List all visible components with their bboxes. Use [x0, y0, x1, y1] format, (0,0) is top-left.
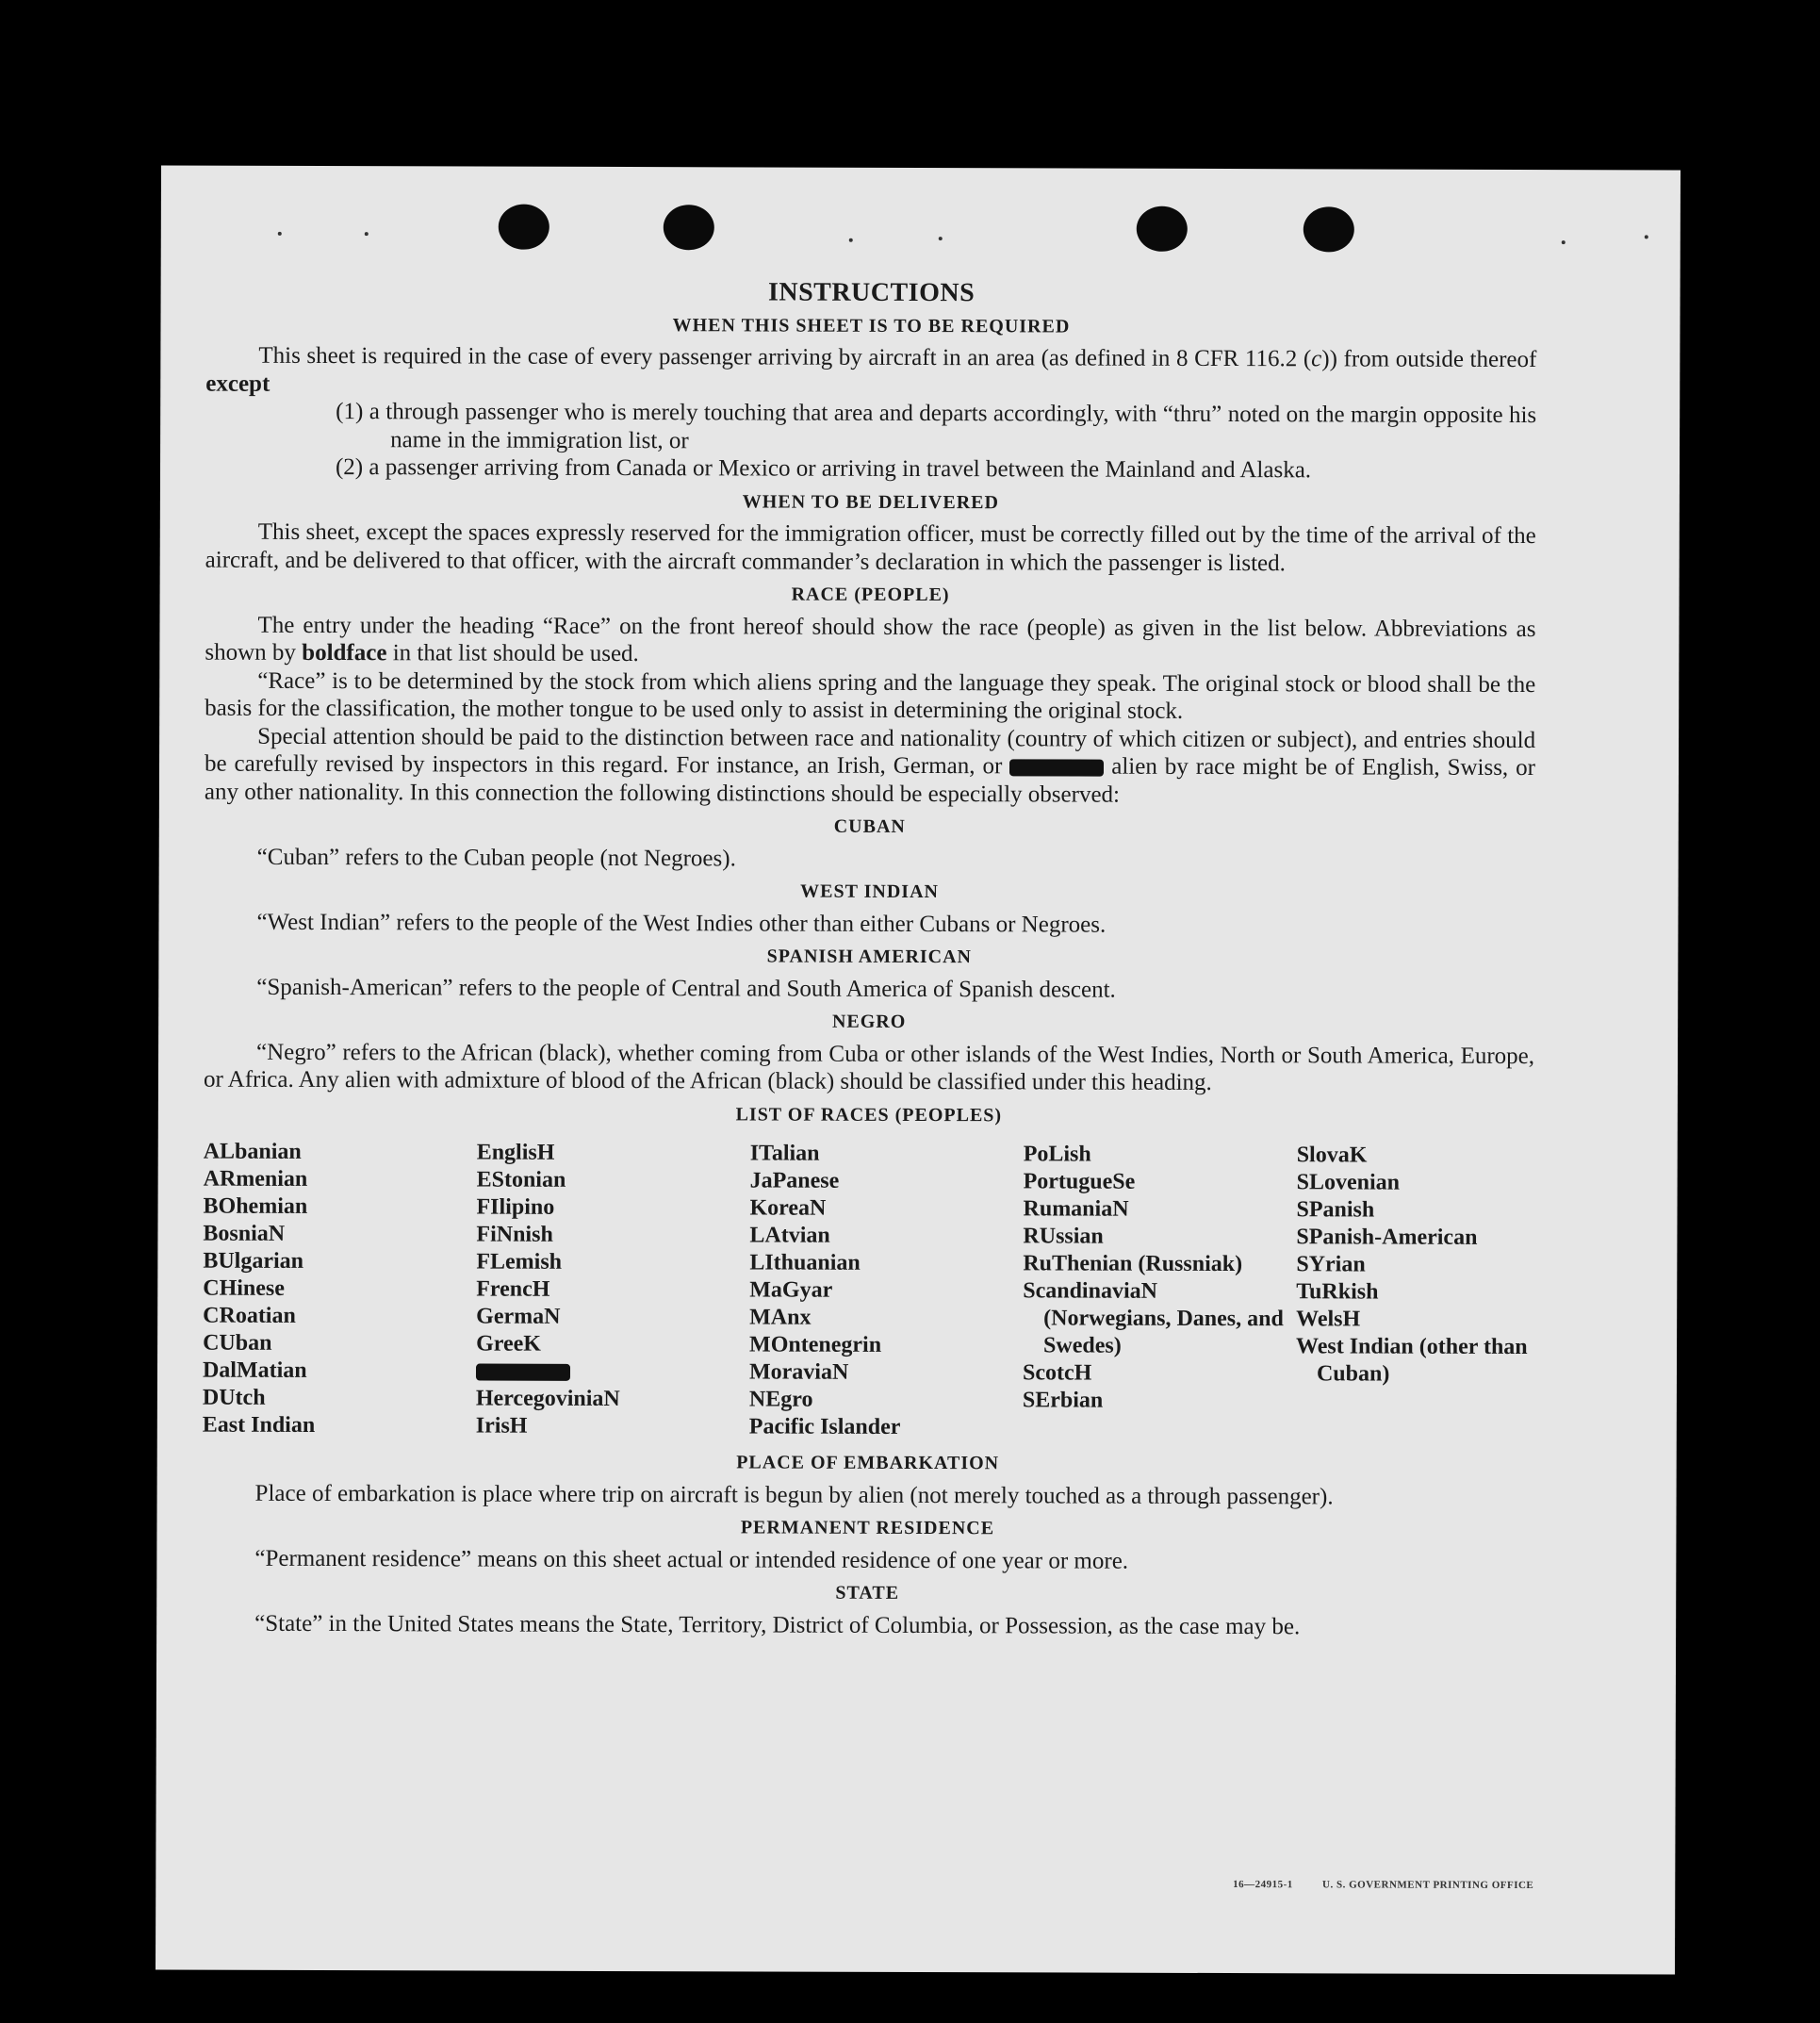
race-column-5	[1296, 1142, 1534, 1389]
race-item: BUlgarian	[203, 1248, 304, 1274]
race-item: EStonian	[476, 1167, 566, 1192]
punch-hole	[1137, 206, 1188, 252]
when-required-intro: This sheet is required in the case of every passenger arriving by aircraft in an area (as defined in 8 CFR 116.2 (c)) from outside thereof except	[205, 342, 1537, 397]
form-footer	[1206, 1879, 1533, 1891]
heading-when-delivered: WHEN TO BE DELIVERED	[742, 490, 999, 513]
race-item: SlovaK	[1296, 1143, 1368, 1168]
heading-race: RACE (PEOPLE)	[791, 584, 950, 606]
race-item: SLovenian	[1296, 1170, 1401, 1195]
punch-hole	[1304, 206, 1354, 252]
race-item: IrisH	[475, 1413, 528, 1439]
heading-when-required: WHEN THIS SHEET IS TO BE REQUIRED	[672, 314, 1071, 337]
race-item: GreeK	[476, 1331, 541, 1357]
spanish-american-text: “Spanish-American” refers to the people of Central and South America of Spanish descent.	[256, 974, 1116, 1003]
race-item: FiNnish	[476, 1222, 553, 1247]
heading-spanish-american: SPANISH AMERICAN	[766, 946, 973, 968]
race-item: DalMatian	[202, 1357, 307, 1383]
speck	[849, 238, 853, 242]
race-item: PortugueSe	[1023, 1169, 1136, 1194]
speck	[1645, 235, 1648, 238]
instructions-content	[202, 277, 1537, 1641]
punch-hole	[499, 205, 549, 250]
race-item: WelsH	[1296, 1307, 1361, 1332]
race-item: ScotcH	[1022, 1360, 1092, 1386]
race-item: LIthuanian	[749, 1250, 861, 1275]
race-item: SPanish-American	[1296, 1225, 1478, 1250]
race-paragraph-1: The entry under the heading “Race” on the front hereof should show the race (people) as given in the list below. Abbreviations as shown by boldface in that list should be used.	[205, 612, 1536, 667]
race-paragraph-2: “Race” is to be determined by the stock from which aliens spring and the language they speak. The original stock or blood shall be the basis for the classification, the mother tongue to be used only to assist in determining the original stock.	[205, 667, 1536, 724]
document-sheet	[156, 165, 1681, 1974]
race-item: HercegoviniaN	[475, 1386, 620, 1412]
race-item: ARmenian	[203, 1166, 308, 1192]
race-item: FLemish	[476, 1249, 563, 1275]
race-item: SPanish	[1296, 1197, 1375, 1223]
race-item: CRoatian	[203, 1303, 296, 1328]
race-item: LAtvian	[749, 1223, 830, 1248]
race-column-4	[1023, 1141, 1287, 1415]
race-paragraph-3: Special attention should be paid to the distinction between race and nationality (country of which citizen or subject), and entries should be carefully revised by inspectors in this regard. For instance, an Irish, German, or alien by race might be of English, Swiss, or any other nationality. In this connection the following distinctions should be especially observed:	[204, 723, 1536, 808]
race-item: KoreaN	[749, 1195, 827, 1221]
race-item: East Indian	[202, 1412, 316, 1438]
printer-credit: U. S. GOVERNMENT PRINTING OFFICE	[1322, 1879, 1534, 1892]
race-item: GermaN	[476, 1304, 561, 1329]
race-item: PoLish	[1023, 1142, 1091, 1167]
heading-embarkation: PLACE OF EMBARKATION	[736, 1452, 1000, 1474]
speck	[939, 237, 943, 240]
race-item: MOntenegrin	[749, 1332, 882, 1357]
heading-state: STATE	[835, 1582, 900, 1604]
race-item: CUban	[203, 1330, 272, 1356]
heading-cuban: CUBAN	[833, 815, 906, 837]
punch-hole	[664, 205, 714, 250]
race-item: West Indian (other than Cuban)	[1296, 1334, 1528, 1387]
race-item: BosniaN	[203, 1221, 286, 1246]
race-item: NEgro	[748, 1387, 813, 1412]
page-title: INSTRUCTIONS	[767, 277, 976, 308]
west-indian-text: “West Indian” refers to the people of the West Indies other than either Cubans or Negroes.	[256, 909, 1107, 938]
race-item: Pacific Islander	[748, 1414, 901, 1439]
race-item-redacted	[476, 1358, 740, 1387]
when-delivered-text: This sheet, except the spaces expressly reserved for the immigration officer, must be correctly filled out by the time of the arrival of the aircraft, and be delivered to that officer, with the aircraft commander’s declaration in which the passenger is listed.	[205, 518, 1536, 576]
race-item: JaPanese	[749, 1168, 840, 1193]
heading-permanent-residence: PERMANENT RESIDENCE	[740, 1517, 995, 1539]
race-item: MaGyar	[749, 1277, 833, 1303]
race-column-1	[203, 1139, 467, 1440]
negro-text: “Negro” refers to the African (black), whether coming from Cuba or other islands of the West Indies, North or South America, Europe, or Africa. Any alien with admixture of blood of the African (black) should be classified under this heading.	[203, 1039, 1535, 1095]
state-text: “State” in the United States means the State, Territory, District of Columbia, or Possession, as the case may be.	[254, 1610, 1301, 1639]
race-item: EnglisH	[476, 1140, 555, 1165]
race-item: MAnx	[749, 1305, 812, 1330]
speck	[1562, 240, 1566, 244]
race-item: RumaniaN	[1023, 1196, 1129, 1222]
speck	[278, 232, 282, 236]
redaction-mark	[476, 1364, 570, 1381]
race-column-2	[476, 1140, 741, 1441]
race-item: FrencH	[476, 1276, 550, 1302]
heading-negro: NEGRO	[831, 1011, 907, 1032]
race-list	[203, 1139, 1534, 1444]
heading-list-of-races: LIST OF RACES (PEOPLES)	[735, 1103, 1003, 1126]
race-item: RuThenian (Russniak)	[1023, 1251, 1243, 1277]
race-item: TuRkish	[1296, 1279, 1379, 1305]
residence-text: “Permanent residence” means on this sheet actual or intended residence of one year or more.	[254, 1545, 1129, 1574]
race-item: FIlipino	[476, 1194, 555, 1220]
race-column-3	[749, 1140, 1014, 1441]
race-item: MoraviaN	[748, 1359, 849, 1385]
race-item: BOhemian	[203, 1193, 308, 1219]
race-item: ScandinaviaN (Norwegians, Danes, and Swedes)	[1023, 1278, 1284, 1358]
race-item: SYrian	[1296, 1252, 1366, 1277]
speck	[365, 232, 369, 236]
exception-item-1: (1) a through passenger who is merely touching that area and departs accordingly, with “thru” noted on the margin opposite his name in the immigration list, or	[336, 399, 1537, 453]
race-item: CHinese	[203, 1275, 285, 1301]
race-item: ITalian	[749, 1141, 820, 1166]
heading-west-indian: WEST INDIAN	[800, 880, 940, 903]
exception-item-2: (2) a passenger arriving from Canada or Mexico or arriving in travel between the Mainland and Alaska.	[335, 454, 1312, 484]
cuban-text: “Cuban” refers to the Cuban people (not Negroes).	[256, 844, 736, 871]
redaction-mark	[1009, 760, 1104, 777]
embarkation-text: Place of embarkation is place where trip on aircraft is begun by alien (not merely touched as a through passenger).	[254, 1480, 1334, 1509]
race-item: RUssian	[1023, 1224, 1104, 1249]
form-number: 16—24915-1	[1233, 1879, 1293, 1891]
race-item: DUtch	[202, 1385, 266, 1410]
race-item: SErbian	[1022, 1388, 1104, 1413]
race-item: ALbanian	[203, 1139, 302, 1164]
